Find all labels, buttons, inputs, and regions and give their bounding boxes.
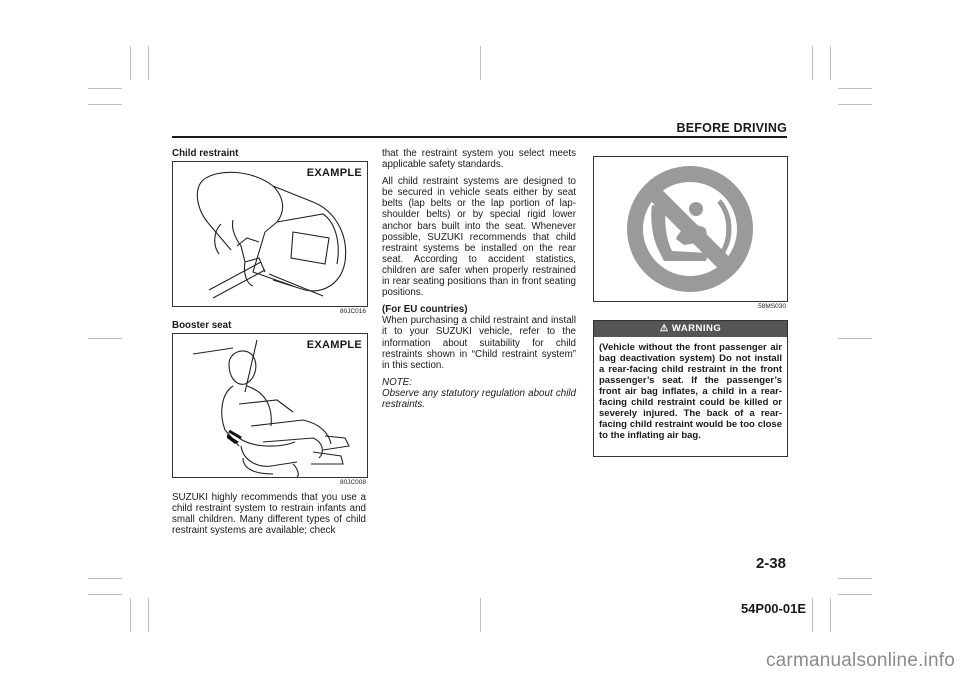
note-label: NOTE: (382, 376, 412, 388)
doc-code: 54P00-01E (740, 601, 806, 616)
crop-mark (838, 578, 872, 579)
warning-text: (Vehicle without the front passenger air bag deactivation system) Do not install a rear-facing child restraint in the front passenger’s seat. If the passenger’s front air bag inflates, a child in a rear-facing child restraint could be killed or severely injured. The back of a rear-facing child restraint would be too close to the inflating air bag. (599, 342, 782, 441)
crop-mark (812, 46, 813, 80)
heading-booster-seat: Booster seat (172, 320, 232, 331)
crop-mark (130, 598, 131, 632)
middle-column (382, 148, 576, 416)
crop-mark (88, 88, 122, 89)
figure-caption: 58MS030 (758, 303, 786, 310)
crop-mark (838, 338, 872, 339)
crop-mark (830, 46, 831, 80)
crop-mark (88, 594, 122, 595)
figure-child-restraint (172, 161, 368, 307)
figure-prohibition (593, 156, 788, 302)
header-rule (172, 136, 787, 138)
child-seat-illustration (173, 162, 367, 306)
paragraph: that the restraint system you select meets applicable safety standards. (382, 148, 576, 171)
crop-mark (480, 598, 481, 632)
crop-mark (838, 88, 872, 89)
crop-mark (148, 598, 149, 632)
eu-heading: (For EU countries) (382, 304, 468, 316)
crop-mark (480, 46, 481, 80)
section-title: BEFORE DRIVING (676, 121, 787, 135)
no-rear-facing-seat-icon (594, 157, 787, 301)
crop-mark (812, 598, 813, 632)
warning-box (593, 320, 788, 457)
crop-mark (88, 338, 122, 339)
figure-label: EXAMPLE (306, 167, 362, 179)
warning-title: WARNING (671, 323, 722, 334)
crop-mark (88, 104, 122, 105)
figure-label: EXAMPLE (306, 339, 362, 351)
crop-mark (148, 46, 149, 80)
watermark: carmanualsonline.info (765, 650, 955, 671)
paragraph: SUZUKI highly recommends that you use a child restraint system to restrain infants and small children. Many different types of child restraint systems are available; check (172, 492, 366, 537)
note-text: Observe any statutory regulation about child restraints. (382, 387, 576, 410)
figure-caption: 80JC008 (339, 479, 366, 486)
crop-mark (130, 46, 131, 80)
crop-mark (830, 598, 831, 632)
crop-mark (838, 104, 872, 105)
paragraph: All child restraint systems are designed to be secured in vehicle seats either by seat belts (lap belts or the lap portion of lap-shoulder belts) or by special rigid lower anchor bars built into the seat. Whenever possible, SUZUKI recommends that child restraint systems be installed on the rear seat. According to accident statistics, children are safer when properly restrained in rear seating positions than in front seating positions. (382, 176, 576, 299)
figure-booster-seat (172, 333, 368, 478)
crop-mark (838, 594, 872, 595)
warning-header (594, 321, 787, 337)
paragraph: When purchasing a child restraint and install it to your SUZUKI vehicle, refer to the information about suitability for child restraints shown in “Child restraint system” in this section. (382, 315, 576, 371)
figure-caption: 80JC016 (339, 308, 366, 315)
warning-triangle-icon: ⚠ (659, 323, 669, 334)
page-number: 2-38 (755, 555, 786, 572)
heading-child-restraint: Child restraint (172, 148, 239, 159)
crop-mark (88, 578, 122, 579)
booster-seat-illustration (173, 334, 367, 477)
